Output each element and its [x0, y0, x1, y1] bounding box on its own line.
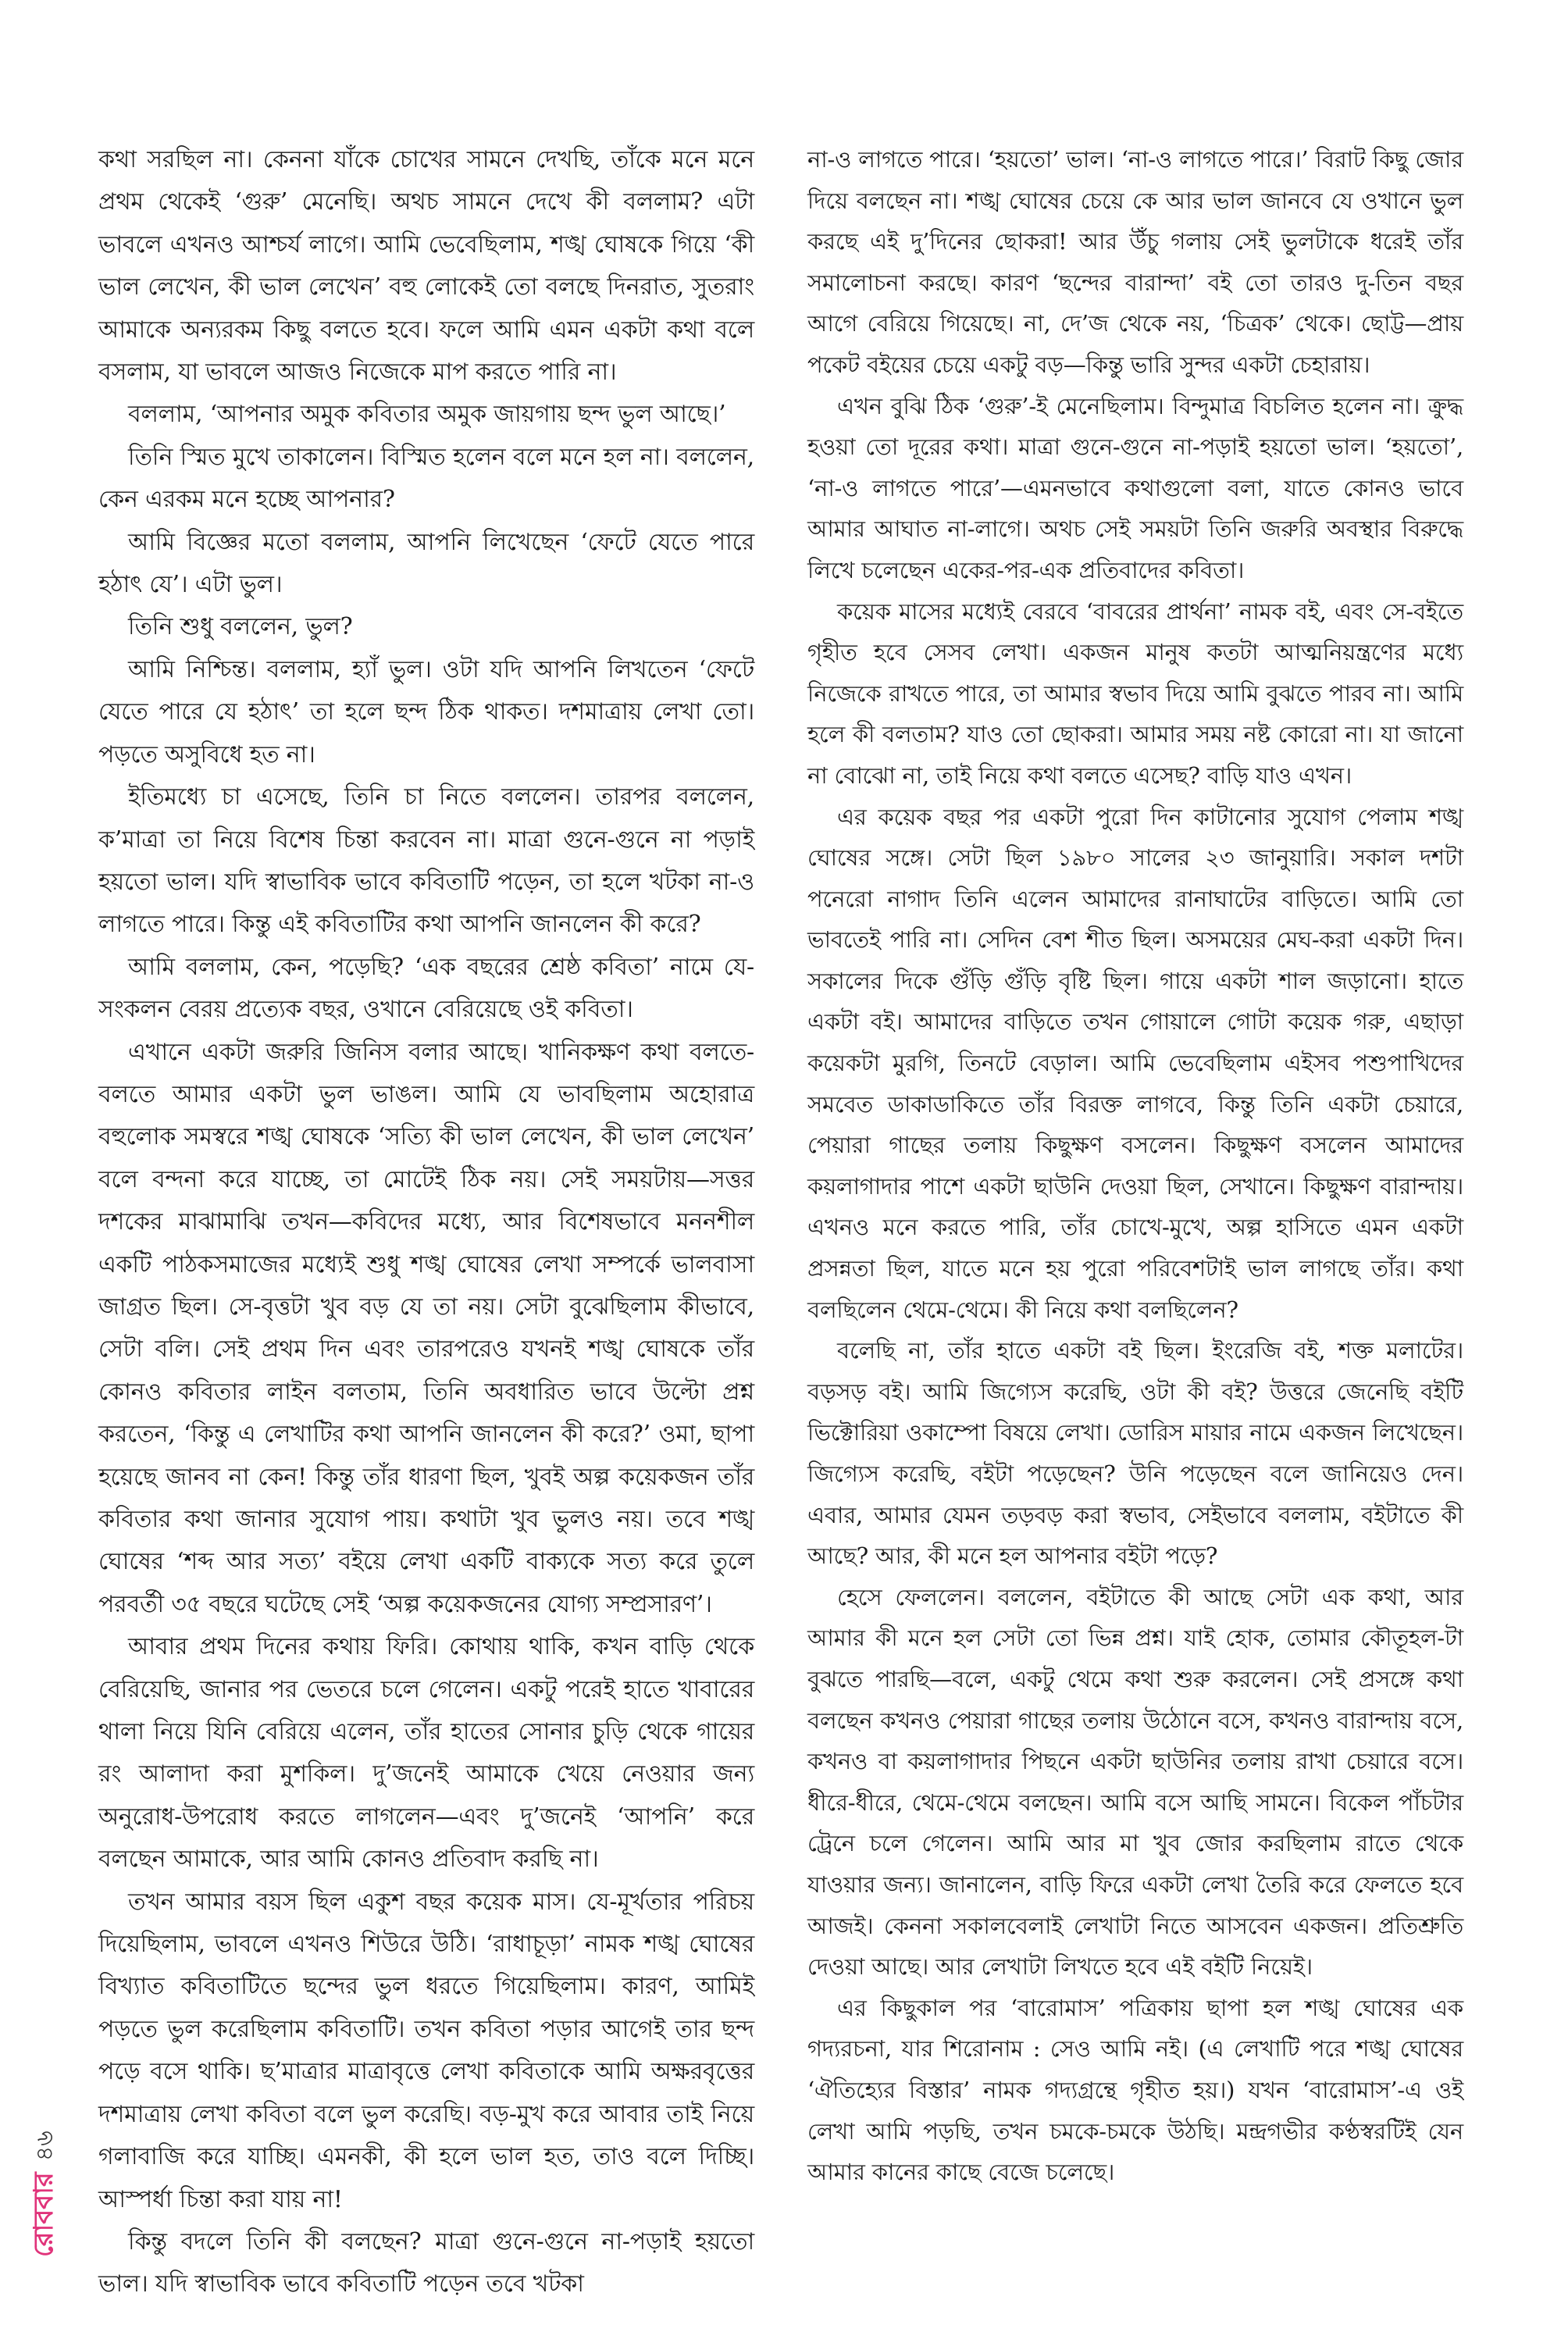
page-footer — [22, 2101, 69, 2257]
paragraph: বলেছি না, তাঁর হাতে একটা বই ছিল। ইংরেজি বই, শক্ত মলাটের। বড়সড় বই। আমি জিগ্যেস করেছি, ওটা কী বই? উত্তরে জেনেছি বইটি ভিক্টোরিয়া ওকাম্পো বিষয়ে লেখা। ডোরিস মায়ার নামে একজন লিখেছেন। জিগ্যেস করেছি, বইটা পড়েছেন? উনি পড়েছেন বলে জানিয়েও দেন। এবার, আমার যেমন তড়বড় করা স্বভাব, সেইভাবে বললাম, বইটাতে কী আছে? আর, কী মনে হল আপনার বইটা পড়ে? — [807, 1337, 1463, 1570]
paragraph: তিনি শুধু বললেন, ভুল? — [128, 613, 353, 641]
paragraph: আবার প্রথম দিনের কথায় ফিরি। কোথায় থাকি, কখন বাড়ি থেকে বেরিয়েছি, জানার পর ভেতরে চলে গেলেন। একটু পরেই হাতে খাবারের থালা নিয়ে যিনি বেরিয়ে এলেন, তাঁর হাতের সোনার চুড়ি থেকে গায়ের রং আলাদা করা মুশকিল। দু’জনেই আমাকে খেয়ে নেওয়ার জন্য অনুরোধ-উপরোধ করতে লাগলেন—এবং দু’জনেই ‘আপনি’ করে বলছেন আমাকে, আর আমি কোনও প্রতিবাদ করছি না। — [98, 1633, 754, 1874]
page-number: ৪৬ — [30, 2131, 59, 2162]
paragraph: ইতিমধ্যে চা এসেছে, তিনি চা নিতে বললেন। তারপর বললেন, ক’মাত্রা তা নিয়ে বিশেষ চিন্তা করবেন না। মাত্রা গুনে-গুনে না পড়াই হয়তো ভাল। যদি স্বাভাবিক ভাবে কবিতাটি পড়েন, তা হলে খটকা না-ও লাগতে পারে। কিন্তু এই কবিতাটির কথা আপনি জানলেন কী করে? — [98, 783, 754, 939]
paragraph: না-ও লাগতে পারে। ‘হয়তো’ ভাল। ‘না-ও লাগতে পারে।’ বিরাট কিছু জোর দিয়ে বলছেন না। শঙ্খ ঘোষের চেয়ে কে আর ভাল জানবে যে ওখানে ভুল করছে এই দু’দিনের ছোকরা! আর উঁচু গলায় সেই ভুলটাকে ধরেই তাঁর সমালোচনা করছে। কারণ ‘ছন্দের বারান্দা’ বই তো তারও দু-তিন বছর আগে বেরিয়ে গিয়েছে। না, দে’জ থেকে নয়, ‘চিত্রক’ থেকে। ছোট্ট—প্রায় পকেট বইয়ের চেয়ে একটু বড়—কিন্তু ভারি সুন্দর একটা চেহারায়। — [807, 146, 1463, 378]
paragraph: এখানে একটা জরুরি জিনিস বলার আছে। খানিকক্ষণ কথা বলতে-বলতে আমার একটা ভুল ভাঙল। আমি যে ভাবছিলাম অহোরাত্র বহুলোক সমস্বরে শঙ্খ ঘোষকে ‘সত্যি কী ভাল লেখেন, কী ভাল লেখেন’ বলে বন্দনা করে যাচ্ছে, তা মোটেই ঠিক নয়। সেই সময়টায়—সত্তর দশকের মাঝামাঝি তখন—কবিদের মধ্যে, আর বিশেষভাবে মননশীল একটি পাঠকসমাজের মধ্যেই শুধু শঙ্খ ঘোষের লেখা সম্পর্কে ভালবাসা জাগ্রত ছিল। সে-বৃত্তটা খুব বড় যে তা নয়। সেটা বুঝেছিলাম কীভাবে, সেটা বলি। সেই প্রথম দিন এবং তারপরেও যখনই শঙ্খ ঘোষকে তাঁর কোনও কবিতার লাইন বলতাম, তিনি অবধারিত ভাবে উল্টো প্রশ্ন করতেন, ‘কিন্তু এ লেখাটির কথা আপনি জানলেন কী করে?’ ওমা, ছাপা হয়েছে জানব না কেন! কিন্তু তাঁর ধারণা ছিল, খুবই অল্প কয়েকজন তাঁর কবিতার কথা জানার সুযোগ পায়। কথাটা খুব ভুলও নয়। তবে শঙ্খ ঘোষের ‘শব্দ আর সত্য’ বইয়ে লেখা একটি বাক্যকে সত্য করে তুলে পরবর্তী ৩৫ বছরে ঘটেছে সেই ‘অল্প কয়েকজনের যোগ্য সম্প্রসারণ’। — [98, 1038, 754, 1618]
paragraph: এর কিছুকাল পর ‘বারোমাস’ পত্রিকায় ছাপা হল শঙ্খ ঘোষের এক গদ্যরচনা, যার শিরোনাম : সেও আমি নই। (এ লেখাটি পরে শঙ্খ ঘোষের ‘ঐতিহ্যের বিস্তার’ নামক গদ্যগ্রন্থে গৃহীত হয়।) যখন ‘বারোমাস’-এ ওই লেখা আমি পড়ছি, তখন চমকে-চমকে উঠছি। মন্দ্রগভীর কণ্ঠস্বরটিই যেন আমার কানের কাছে বেজে চলেছে। — [807, 1994, 1463, 2186]
right-column — [807, 139, 1463, 2193]
magazine-name: রোববার — [27, 2172, 59, 2257]
paragraph: আমি বললাম, কেন, পড়েছি? ‘এক বছরের শ্রেষ্ঠ কবিতা’ নামে যে-সংকলন বেরয় প্রত্যেক বছর, ওখানে বেরিয়েছে ওই কবিতা। — [98, 953, 754, 1024]
paragraph: তিনি স্মিত মুখে তাকালেন। বিস্মিত হলেন বলে মনে হল না। বললেন, কেন এরকম মনে হচ্ছে আপনার? — [98, 443, 754, 514]
paragraph: এখন বুঝি ঠিক ‘গুরু’-ই মেনেছিলাম। বিন্দুমাত্র বিচলিত হলেন না। ক্রুদ্ধ হওয়া তো দূরের কথা। মাত্রা গুনে-গুনে না-পড়াই হয়তো ভাল। ‘হয়তো’, ‘না-ও লাগতে পারে’—এমনভাবে কথাগুলো বলা, যাতে কোনও ভাবে আমার আঘাত না-লাগে। অথচ সেই সময়টা তিনি জরুরি অবস্থার বিরুদ্ধে লিখে চলেছেন একের-পর-এক প্রতিবাদের কবিতা। — [807, 392, 1463, 583]
paragraph: আমি নিশ্চিন্ত। বললাম, হ্যাঁ ভুল। ওটা যদি আপনি লিখতেন ‘ফেটে যেতে পারে যে হঠাৎ’ তা হলে ছন্দ ঠিক থাকত। দশমাত্রায় লেখা তো। পড়তে অসুবিধে হত না। — [98, 655, 754, 768]
paragraph: তখন আমার বয়স ছিল একুশ বছর কয়েক মাস। যে-মূর্খতার পরিচয় দিয়েছিলাম, ভাবলে এখনও শিউরে উঠি। ‘রাধাচূড়া’ নামক শঙ্খ ঘোষের বিখ্যাত কবিতাটিতে ছন্দের ভুল ধরতে গিয়েছিলাম। কারণ, আমিই পড়তে ভুল করেছিলাম কবিতাটি। তখন কবিতা পড়ার আগেই তার ছন্দ পড়ে বসে থাকি। ছ’মাত্রার মাত্রাবৃত্তে লেখা কবিতাকে আমি অক্ষরবৃত্তের দশমাত্রায় লেখা কবিতা বলে ভুল করেছি। বড়-মুখ করে আবার তাই নিয়ে গলাবাজি করে যাচ্ছি। এমনকী, কী হলে ভাল হত, তাও বলে দিচ্ছি। আস্পর্ধা চিন্তা করা যায় না! — [98, 1888, 754, 2213]
paragraph: কিন্তু বদলে তিনি কী বলছেন? মাত্রা গুনে-গুনে না-পড়াই হয়তো ভাল। যদি স্বাভাবিক ভাবে কবিতাটি পড়েন তবে খটকা — [98, 2227, 754, 2298]
paragraph: কথা সরছিল না। কেননা যাঁকে চোখের সামনে দেখছি, তাঁকে মনে মনে প্রথম থেকেই ‘গুরু’ মেনেছি। অথচ সামনে দেখে কী বললাম? এটা ভাবলে এখনও আশ্চর্য লাগে। আমি ভেবেছিলাম, শঙ্খ ঘোষকে গিয়ে ‘কী ভাল লেখেন, কী ভাল লেখেন’ বহু লোকেই তো বলছে দিনরাত, সুতরাং আমাকে অন্যরকম কিছু বলতে হবে। ফলে আমি এমন একটা কথা বলে বসলাম, যা ভাবলে আজও নিজেকে মাপ করতে পারি না। — [98, 146, 754, 387]
left-column — [98, 139, 754, 2306]
paragraph: বললাম, ‘আপনার অমুক কবিতার অমুক জায়গায় ছন্দ ভুল আছে।’ — [128, 401, 726, 429]
paragraph: হেসে ফেললেন। বললেন, বইটাতে কী আছে সেটা এক কথা, আর আমার কী মনে হল সেটা তো ভিন্ন প্রশ্ন। যাই হোক, তোমার কৌতূহল-টা বুঝতে পারছি—বলে, একটু থেমে কথা শুরু করলেন। সেই প্রসঙ্গে কথা বলছেন কখনও পেয়ারা গাছের তলায় উঠোনে বসে, কখনও বারান্দায় বসে, কখনও বা কয়লাগাদার পিছনে একটা ছাউনির তলায় রাখা চেয়ারে বসে। ধীরে-ধীরে, থেমে-থেমে বলছেন। আমি বসে আছি সামনে। বিকেল পাঁচটার ট্রেনে চলে গেলেন। আমি আর মা খুব জোর করছিলাম রাতে থেকে যাওয়ার জন্য। জানালেন, বাড়ি ফিরে একটা লেখা তৈরি করে ফেলতে হবে আজই। কেননা সকালবেলাই লেখাটা নিতে আসবেন একজন। প্রতিশ্রুতি দেওয়া আছে। আর লেখাটা লিখতে হবে এই বইটি নিয়েই। — [807, 1583, 1463, 1981]
paragraph: আমি বিজ্ঞের মতো বললাম, আপনি লিখেছেন ‘ফেটে যেতে পারে হঠাৎ যে’। এটা ভুল। — [98, 528, 754, 599]
paragraph: এর কয়েক বছর পর একটা পুরো দিন কাটানোর সুযোগ পেলাম শঙ্খ ঘোষের সঙ্গে। সেটা ছিল ১৯৮০ সালের ২৩ জানুয়ারি। সকাল দশটা পনেরো নাগাদ তিনি এলেন আমাদের রানাঘাটের বাড়িতে। আমি তো ভাবতেই পারি না। সেদিন বেশ শীত ছিল। অসময়ের মেঘ-করা একটা দিন। সকালের দিকে গুঁড়ি গুঁড়ি বৃষ্টি ছিল। গায়ে একটা শাল জড়ানো। হাতে একটা বই। আমাদের বাড়িতে তখন গোয়ালে গোটা কয়েক গরু, এছাড়া কয়েকটা মুরগি, তিনটে বেড়াল। আমি ভেবেছিলাম এইসব পশুপাখিদের সমবেত ডাকাডাকিতে তাঁর বিরক্ত লাগবে, কিন্তু তিনি একটা চেয়ারে, পেয়ারা গাছের তলায় কিছুক্ষণ বসলেন। কিছুক্ষণ বসলেন আমাদের কয়লাগাদার পাশে একটা ছাউনি দেওয়া ছিল, সেখানে। কিছুক্ষণ বারান্দায়। এখনও মনে করতে পারি, তাঁর চোখে-মুখে, অল্প হাসিতে এমন একটা প্রসন্নতা ছিল, যাতে মনে হয় পুরো পরিবেশটাই ভাল লাগছে তাঁর। কথা বলছিলেন থেমে-থেমে। কী নিয়ে কথা বলছিলেন? — [807, 803, 1463, 1323]
paragraph: কয়েক মাসের মধ্যেই বেরবে ‘বাবরের প্রার্থনা’ নামক বই, এবং সে-বইতে গৃহীত হবে সেসব লেখা। একজন মানুষ কতটা আত্মনিয়ন্ত্রণের মধ্যে নিজেকে রাখতে পারে, তা আমার স্বভাব দিয়ে আমি বুঝতে পারব না। আমি হলে কী বলতাম? যাও তো ছোকরা। আমার সময় নষ্ট কোরো না। যা জানো না বোঝো না, তাই নিয়ে কথা বলতে এসেছ? বাড়ি যাও এখন। — [807, 597, 1463, 789]
